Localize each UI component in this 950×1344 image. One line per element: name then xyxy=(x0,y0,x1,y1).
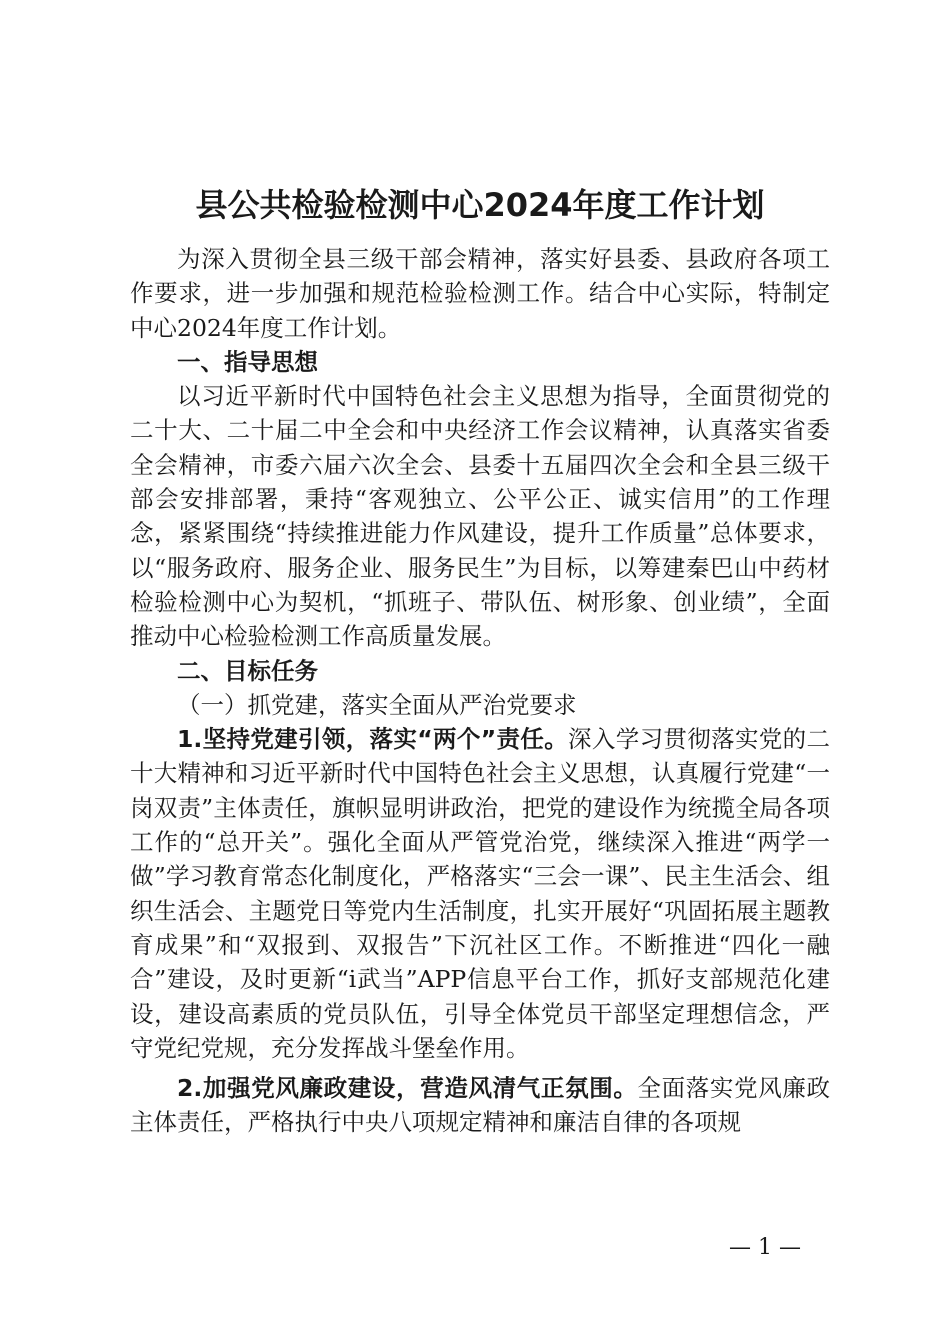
document-page xyxy=(130,0,830,1344)
item-paragraph-1 xyxy=(130,722,830,1065)
guiding-thought-paragraph: 以习近平新时代中国特色社会主义思想为指导，全面贯彻党的二十大、二十届二中全会和中央经济工作会议精神，认真落实省委全会精神，市委六届六次全会、县委十五届四次全会和全县三级干部会安排部署，秉持“客观独立、公平公正、诚实信用”的工作理念，紧紧围绕“持续推进能力作风建设，提升工作质量”总体要求，以“服务政府、服务企业、服务民生”为目标，以筹建秦巴山中药材检验检测中心为契机，“抓班子、带队伍、树形象、创业绩”，全面推动中心检验检测工作高质量发展。 xyxy=(130,382,830,651)
intro-paragraph: 为深入贯彻全县三级干部会精神，落实好县委、县政府各项工作要求，进一步加强和规范检验检测工作。结合中心实际，特制定中心2024年度工作计划。 xyxy=(130,245,830,342)
item-text-1: 深入学习贯彻落实党的二十大精神和习近平新时代中国特色社会主义思想，认真履行党建“一岗双责”主体责任，旗帜显明讲政治，把党的建设作为统揽全局各项工作的“总开关”。强化全面从严管党治党，继续深入推进“两学一做”学习教育常态化制度化，严格落实“三会一课”、民主生活会、组织生活会、主题党日等党内生活制度，扎实开展好“巩固拓展主题教育成果”和“双报到、双报告”下沉社区工作。不断推进“四化一融合”建设，及时更新“i武当”APP信息平台工作，抓好支部规范化建设，建设高素质的党员队伍，引导全体党员干部坚定理想信念，严守党纪党规，充分发挥战斗堡垒作用。 xyxy=(130,725,831,1062)
page-number: — 1 — xyxy=(729,1235,801,1260)
section-heading-guiding-thought: 一、指导思想 xyxy=(177,347,318,376)
item-lead-1: 1.坚持党建引领，落实“两个”责任。 xyxy=(177,725,569,754)
item-paragraph-2 xyxy=(130,1071,830,1140)
item-lead-2: 2.加强党风廉政建设，营造风清气正氛围。 xyxy=(177,1074,638,1103)
item-text-2: 全面落实党风廉政主体责任，严格执行中央八项规定精神和廉洁自律的各项规 xyxy=(130,1074,831,1137)
document-title: 县公共检验检测中心2024年度工作计划 xyxy=(195,186,765,224)
subsection-heading-party-building: （一）抓党建，落实全面从严治党要求 xyxy=(177,690,577,719)
section-heading-goals-tasks: 二、目标任务 xyxy=(177,656,318,685)
document-body xyxy=(130,242,830,1140)
